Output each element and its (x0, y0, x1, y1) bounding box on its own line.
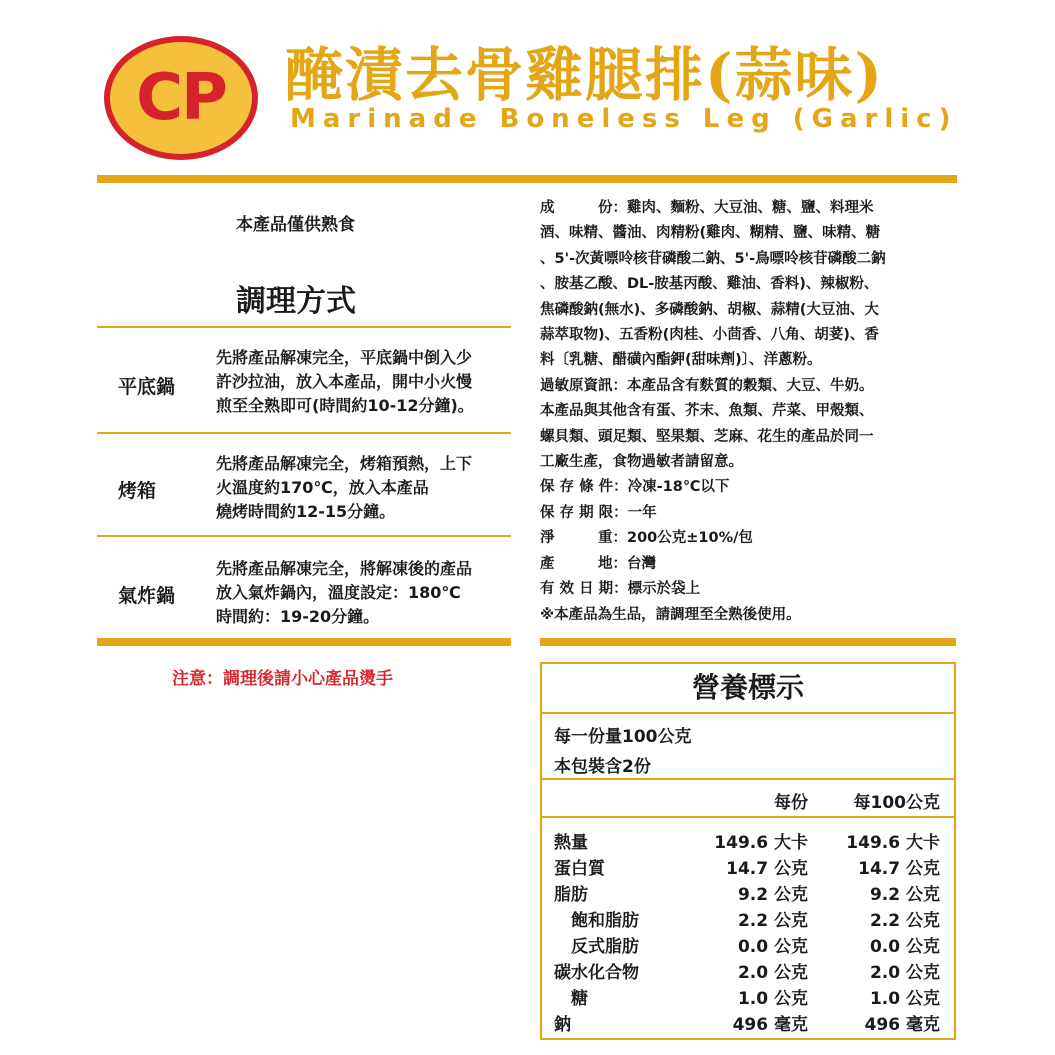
nutrient-per-serving: 2.2 公克 (737, 911, 808, 931)
nutrition-row (542, 828, 954, 854)
nutrient-per-serving: 496 毫克 (732, 1015, 808, 1035)
method-text-pan (216, 346, 508, 418)
method-line: 先將產品解凍完全，將解凍後的產品 (216, 559, 473, 578)
method-line: 燒烤時間約12-15分鐘。 (216, 502, 396, 521)
logo-text: CP (136, 61, 226, 135)
info-line: 產 地：台灣 (540, 555, 656, 572)
method-line: 許沙拉油，放入本產品，開中小火慢 (216, 372, 473, 391)
nutrient-per-100g: 2.2 公克 (869, 911, 940, 931)
info-line: 保 存 條 件：冷凍-18℃以下 (540, 479, 730, 496)
product-title-en: Marinade Boneless Leg (Garlic) (290, 104, 958, 134)
nutrition-row (542, 958, 954, 984)
nutrition-row (542, 932, 954, 958)
right-section-bottom-bar (540, 638, 956, 646)
nutrition-row (542, 880, 954, 906)
divider (97, 326, 511, 328)
divider (542, 778, 954, 780)
info-line: ※本產品為生品，請調理至全熟後使用。 (540, 606, 801, 623)
caution-note: 注意：調理後請小心產品燙手 (172, 669, 393, 689)
divider (97, 432, 511, 434)
nutrient-name: 飽和脂肪 (554, 911, 639, 931)
nutrition-row (542, 906, 954, 932)
method-text-oven (216, 452, 508, 524)
nutrition-row (542, 854, 954, 880)
method-label-airfryer: 氣炸鍋 (118, 585, 176, 607)
method-text-airfryer (216, 557, 508, 629)
nutrient-per-100g: 2.0 公克 (869, 963, 940, 983)
info-line: 、5'-次黃嘌呤核苷磷酸二鈉、5'-鳥嘌呤核苷磷酸二鈉 (540, 250, 886, 267)
nutrient-name: 脂肪 (554, 885, 588, 905)
divider (97, 535, 511, 537)
method-line: 放入氣炸鍋內，溫度設定：180℃ (216, 583, 461, 602)
nutrient-per-serving: 14.7 公克 (726, 859, 808, 879)
servings-per-package: 本包裝含2份 (554, 757, 651, 777)
nutrition-table (540, 662, 956, 1040)
info-line: 保 存 期 限：一年 (540, 504, 657, 521)
nutrient-per-serving: 1.0 公克 (737, 989, 808, 1009)
info-line: 螺貝類、頭足類、堅果類、芝麻、花生的產品於同一 (540, 428, 874, 445)
nutrient-per-100g: 1.0 公克 (869, 989, 940, 1009)
divider (542, 712, 954, 714)
info-line: 、胺基乙酸、DL-胺基丙酸、雞油、香料)、辣椒粉、 (540, 276, 879, 293)
method-label-oven: 烤箱 (118, 480, 157, 502)
nutrient-name: 鈉 (554, 1015, 571, 1035)
method-line: 火溫度約170℃，放入本產品 (216, 478, 429, 497)
info-line: 工廠生產，食物過敏者請留意。 (540, 454, 743, 471)
nutrient-per-100g: 9.2 公克 (869, 885, 940, 905)
nutrient-name: 糖 (554, 989, 588, 1009)
nutrition-row (542, 1010, 954, 1036)
nutrient-per-100g: 149.6 大卡 (846, 833, 940, 853)
method-line: 時間約：19-20分鐘。 (216, 607, 380, 626)
info-line: 蒜萃取物)、五香粉(肉桂、小茴香、八角、胡荽)、香 (540, 327, 879, 344)
cooked-only-note: 本產品僅供熟食 (236, 215, 355, 235)
info-line: 成 份：雞肉、麵粉、大豆油、糖、鹽、料理米 (540, 200, 874, 216)
nutrient-name: 蛋白質 (554, 859, 605, 879)
nutrient-per-100g: 14.7 公克 (858, 859, 940, 879)
info-line: 料〔乳糖、醋磺內酯鉀(甜味劑)〕、洋蔥粉。 (540, 352, 822, 369)
info-line: 有 效 日 期：標示於袋上 (540, 581, 701, 598)
nutrient-name: 反式脂肪 (554, 937, 639, 957)
col-per-serving: 每份 (774, 793, 808, 813)
nutrient-name: 熱量 (554, 833, 588, 853)
method-line: 先將產品解凍完全，平底鍋中倒入少 (216, 348, 473, 367)
info-line: 本產品與其他含有蛋、芥末、魚類、芹菜、甲殼類、 (540, 403, 874, 420)
nutrient-per-serving: 9.2 公克 (737, 885, 808, 905)
nutrient-per-serving: 2.0 公克 (737, 963, 808, 983)
left-section-bottom-bar (97, 638, 511, 646)
nutrition-title: 營養標示 (691, 671, 804, 704)
product-info (540, 196, 948, 628)
col-per-100g: 每100公克 (853, 793, 940, 813)
info-line: 淨 重：200公克±10%/包 (540, 530, 753, 547)
nutrient-name: 碳水化合物 (554, 963, 639, 983)
info-line: 過敏原資訊：本產品含有麩質的穀類、大豆、牛奶。 (540, 377, 874, 394)
serving-size: 每一份量100公克 (554, 727, 692, 747)
nutrient-per-serving: 0.0 公克 (737, 937, 808, 957)
method-line: 煎至全熟即可(時間約10-12分鐘)。 (216, 396, 474, 415)
cooking-method-title: 調理方式 (236, 284, 356, 319)
method-line: 先將產品解凍完全，烤箱預熱，上下 (216, 454, 473, 473)
info-line: 酒、味精、醬油、肉精粉(雞肉、糊精、鹽、味精、糖 (540, 225, 881, 242)
header-divider (97, 175, 957, 183)
method-label-pan: 平底鍋 (118, 376, 176, 398)
divider (542, 816, 954, 818)
nutrient-per-serving: 149.6 大卡 (714, 833, 808, 853)
info-line: 焦磷酸鈉(無水)、多磷酸鈉、胡椒、蒜精(大豆油、大 (540, 301, 879, 318)
nutrient-per-100g: 0.0 公克 (869, 937, 940, 957)
nutrition-row (542, 984, 954, 1010)
cp-logo (104, 36, 258, 160)
nutrient-per-100g: 496 毫克 (864, 1015, 940, 1035)
product-title-zh: 醃漬去骨雞腿排(蒜味) (285, 41, 884, 109)
